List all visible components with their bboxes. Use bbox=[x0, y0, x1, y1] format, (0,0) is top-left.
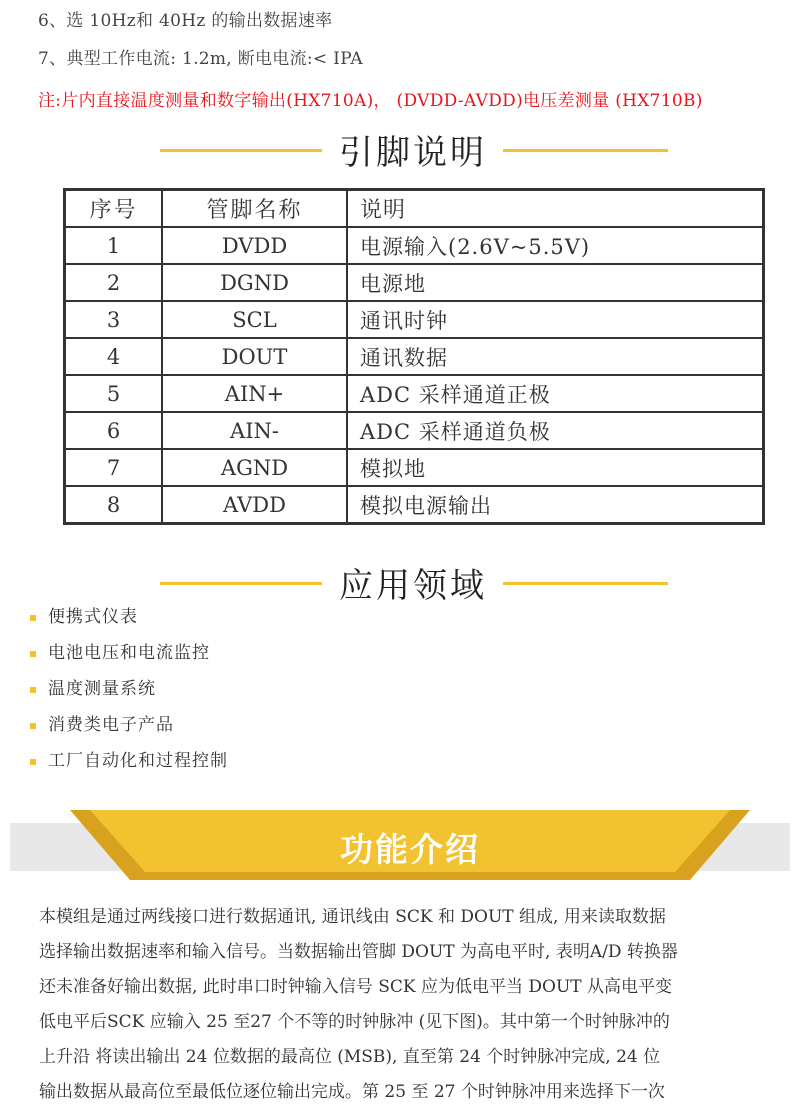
function-description bbox=[39, 900, 769, 1110]
pin-number: 6 bbox=[65, 412, 163, 449]
pin-number: 7 bbox=[65, 449, 163, 486]
function-banner bbox=[70, 810, 750, 880]
table-row bbox=[65, 301, 764, 338]
spec-line-6: 6、选 10Hz和 40Hz 的输出数据速率 bbox=[38, 11, 333, 31]
paragraph-line: 上升沿 将读出输出 24 位数据的最高位 (MSB), 直至第 24 个时钟脉冲完成, 24 位 bbox=[39, 1047, 661, 1067]
pin-description: 电源输入(2.6V~5.5V) bbox=[347, 227, 764, 264]
table-row bbox=[65, 412, 764, 449]
header-pin-name: 管脚名称 bbox=[162, 190, 347, 228]
pin-name: AVDD bbox=[162, 486, 347, 524]
list-item bbox=[30, 711, 228, 747]
list-item-label: 电池电压和电流监控 bbox=[48, 643, 210, 663]
pin-number: 2 bbox=[65, 264, 163, 301]
divider-right bbox=[503, 149, 668, 152]
paragraph-line: 低电平后SCK 应输入 25 至27 个不等的时钟脉冲 (见下图)。其中第一个时钟脉冲的 bbox=[39, 1012, 670, 1032]
pin-name: SCL bbox=[162, 301, 347, 338]
list-item-label: 温度测量系统 bbox=[48, 679, 156, 699]
pin-table-header-row bbox=[65, 190, 764, 228]
divider-right bbox=[503, 582, 668, 585]
list-item bbox=[30, 603, 228, 639]
square-bullet-icon bbox=[30, 759, 36, 765]
table-row bbox=[65, 338, 764, 375]
list-item bbox=[30, 639, 228, 675]
table-row bbox=[65, 227, 764, 264]
table-row bbox=[65, 375, 764, 412]
paragraph-line: 输出数据从最高位至最低位逐位输出完成。第 25 至 27 个时钟脉冲用来选择下一次 bbox=[39, 1082, 665, 1102]
list-item bbox=[30, 747, 228, 783]
spec-note: 注:片内直接温度测量和数字输出(HX710A)， (DVDD-AVDD)电压差测量 (HX710B) bbox=[38, 91, 703, 111]
divider-left bbox=[160, 582, 322, 585]
header-index: 序号 bbox=[65, 190, 163, 228]
pin-description: 模拟电源输出 bbox=[347, 486, 764, 524]
applications-list bbox=[30, 603, 228, 783]
square-bullet-icon bbox=[30, 651, 36, 657]
pin-number: 4 bbox=[65, 338, 163, 375]
header-description: 说明 bbox=[347, 190, 764, 228]
pin-name: AGND bbox=[162, 449, 347, 486]
table-row bbox=[65, 264, 764, 301]
pin-description: 模拟地 bbox=[347, 449, 764, 486]
list-item-label: 工厂自动化和过程控制 bbox=[48, 751, 228, 771]
square-bullet-icon bbox=[30, 615, 36, 621]
pin-number: 3 bbox=[65, 301, 163, 338]
pin-name: DVDD bbox=[162, 227, 347, 264]
pin-description: 电源地 bbox=[347, 264, 764, 301]
spec-line-7: 7、典型工作电流: 1.2m, 断电电流:< IPA bbox=[38, 49, 363, 69]
function-section-title: 功能介绍 bbox=[340, 830, 480, 869]
pin-section-header bbox=[0, 122, 800, 178]
square-bullet-icon bbox=[30, 687, 36, 693]
pin-number: 5 bbox=[65, 375, 163, 412]
pin-number: 1 bbox=[65, 227, 163, 264]
table-row bbox=[65, 449, 764, 486]
pin-description: ADC 采样通道正极 bbox=[347, 375, 764, 412]
list-item-label: 消费类电子产品 bbox=[48, 715, 174, 735]
table-row bbox=[65, 486, 764, 524]
square-bullet-icon bbox=[30, 723, 36, 729]
pin-name: DOUT bbox=[162, 338, 347, 375]
pin-table bbox=[63, 188, 765, 525]
divider-left bbox=[160, 149, 322, 152]
list-item bbox=[30, 675, 228, 711]
pin-description: ADC 采样通道负极 bbox=[347, 412, 764, 449]
paragraph-line: 本模组是通过两线接口进行数据通讯, 通讯线由 SCK 和 DOUT 组成, 用来读取数据 bbox=[39, 907, 666, 927]
pin-number: 8 bbox=[65, 486, 163, 524]
paragraph-line: 选择输出数据速率和输入信号。当数据输出管脚 DOUT 为高电平时, 表明A/D 转换器 bbox=[39, 942, 678, 962]
pin-name: AIN- bbox=[162, 412, 347, 449]
pin-description: 通讯数据 bbox=[347, 338, 764, 375]
pin-name: AIN+ bbox=[162, 375, 347, 412]
paragraph-line: 还未准备好输出数据, 此时串口时钟输入信号 SCK 应为低电平当 DOUT 从高电平变 bbox=[39, 977, 673, 997]
pin-name: DGND bbox=[162, 264, 347, 301]
pin-section-title: 引脚说明 bbox=[339, 133, 487, 173]
list-item-label: 便携式仪表 bbox=[48, 607, 138, 627]
applications-title: 应用领域 bbox=[339, 566, 487, 606]
pin-description: 通讯时钟 bbox=[347, 301, 764, 338]
